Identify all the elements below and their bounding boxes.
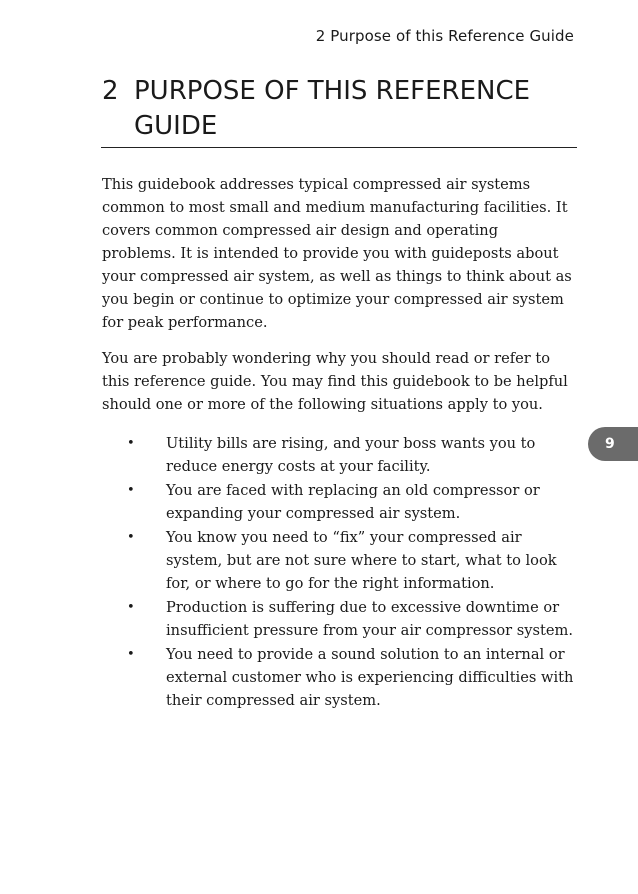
list-item: [127, 596, 582, 642]
list-item: [127, 526, 582, 595]
chapter-number: 2: [102, 76, 119, 106]
list-item: [127, 432, 582, 478]
bullet-icon: •: [127, 647, 135, 662]
bullet-icon: •: [127, 483, 135, 498]
running-header: 2 Purpose of this Reference Guide: [315, 27, 574, 45]
bullet-icon: •: [127, 436, 135, 451]
intro-paragraph: This guidebook addresses typical compressed air systems common to most small and medium manufacturing facilities. It covers common compressed air design and operating problems. It is intended to provide you with guideposts about your compressed air system, as well as things to think about as you begin or continue to optimize your compressed air system for peak performance.: [102, 176, 572, 331]
title-divider: [101, 147, 577, 148]
list-item: [127, 479, 582, 525]
bullet-icon: •: [127, 600, 135, 615]
chapter-title: [102, 74, 542, 144]
situations-list: [127, 432, 582, 713]
list-item: [127, 643, 582, 712]
list-item-text: Utility bills are rising, and your boss wants you to reduce energy costs at your facility.: [166, 435, 536, 475]
chapter-title-text: PURPOSE OF THIS REFERENCE GUIDE: [134, 76, 531, 141]
list-item-text: You know you need to “fix” your compressed air system, but are not sure where to start, what to look for, or where to go for the right information.: [166, 529, 557, 592]
page-number-tab: [588, 427, 638, 461]
page-number: 9: [605, 436, 615, 452]
bullet-icon: •: [127, 530, 135, 545]
list-item-text: You are faced with replacing an old compressor or expanding your compressed air system.: [166, 482, 540, 522]
list-item-text: You need to provide a sound solution to an internal or external customer who is experiencing difficulties with their compressed air system.: [166, 646, 574, 709]
list-item-text: Production is suffering due to excessive downtime or insufficient pressure from your air compressor system.: [166, 599, 573, 639]
situations-paragraph: You are probably wondering why you should read or refer to this reference guide. You may find this guidebook to be helpful should one or more of the following situations apply to you.: [102, 350, 568, 413]
